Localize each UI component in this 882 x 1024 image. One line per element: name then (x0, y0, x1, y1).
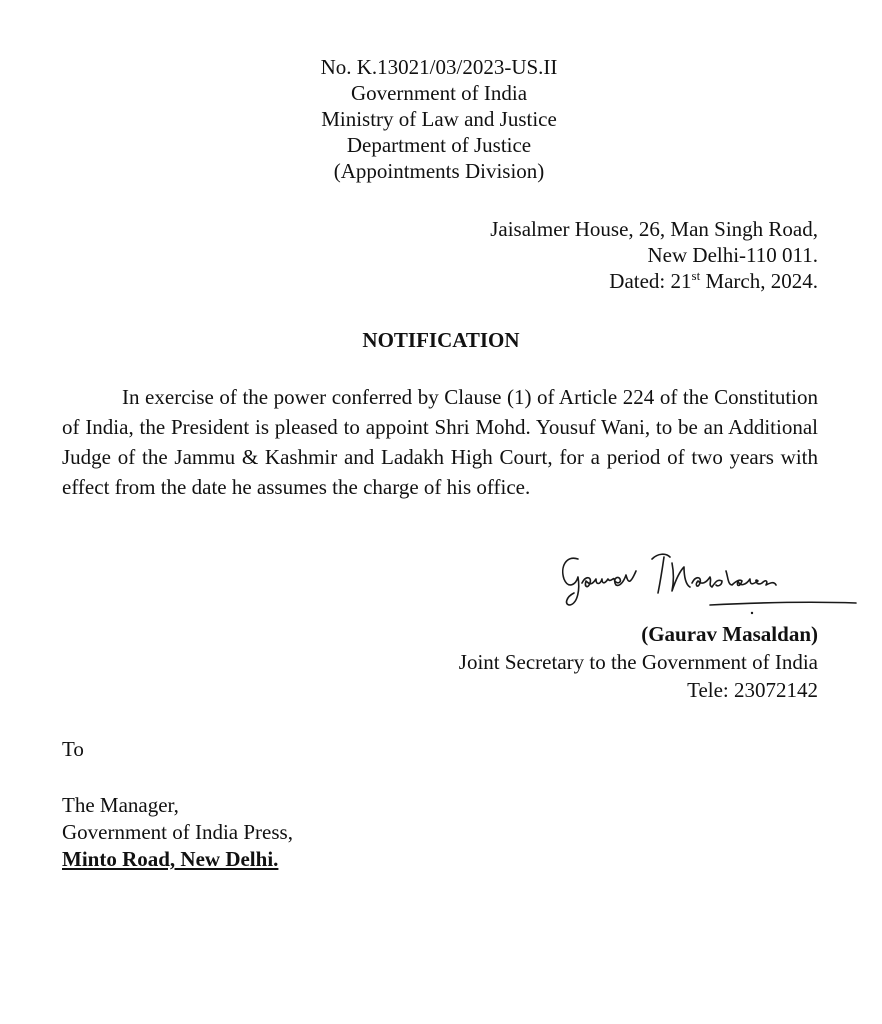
recipient-line-2: Government of India Press, (62, 820, 293, 844)
date-rest: March, 2024. (700, 269, 818, 293)
body-paragraph: In exercise of the power conferred by Clause (1) of Article 224 of the Constitution of India, the President is pleased to appoint Shri Mohd. Yousuf Wani, to be an Additional Judge of the Jammu & Kashmir and Ladakh High Court, for a period of two years with effect from the date he assumes the charge of his office. (62, 385, 818, 499)
document-header (0, 54, 882, 184)
government-name: Government of India (350, 81, 528, 105)
to-label: To (62, 737, 84, 761)
recipient-location: Minto Road, New Delhi. (62, 847, 279, 871)
address-line-1: Jaisalmer House, 26, Man Singh Road, (490, 217, 818, 241)
office-address (490, 216, 818, 294)
handwritten-signature (540, 545, 870, 615)
date-suffix: st (691, 268, 701, 283)
signatory-block (459, 620, 818, 704)
ministry-name: Ministry of Law and Justice (321, 107, 557, 131)
signatory-designation: Joint Secretary to the Government of India (458, 650, 818, 674)
recipient-line-1: The Manager, (62, 793, 179, 817)
notification-body (62, 382, 818, 502)
file-number: No. K.13021/03/2023-US.II (320, 55, 558, 79)
division-name: (Appointments Division) (333, 159, 545, 183)
address-line-2: New Delhi-110 011. (647, 243, 818, 267)
document-title: NOTIFICATION (362, 328, 520, 352)
date-prefix: Dated: 21 (609, 269, 692, 293)
signature-graphic (540, 545, 870, 615)
department-name: Department of Justice (346, 133, 532, 157)
signatory-name: (Gaurav Masaldan) (641, 622, 818, 646)
document-date (490, 268, 818, 294)
signatory-telephone: Tele: 23072142 (687, 678, 818, 702)
recipient-block (62, 792, 293, 873)
